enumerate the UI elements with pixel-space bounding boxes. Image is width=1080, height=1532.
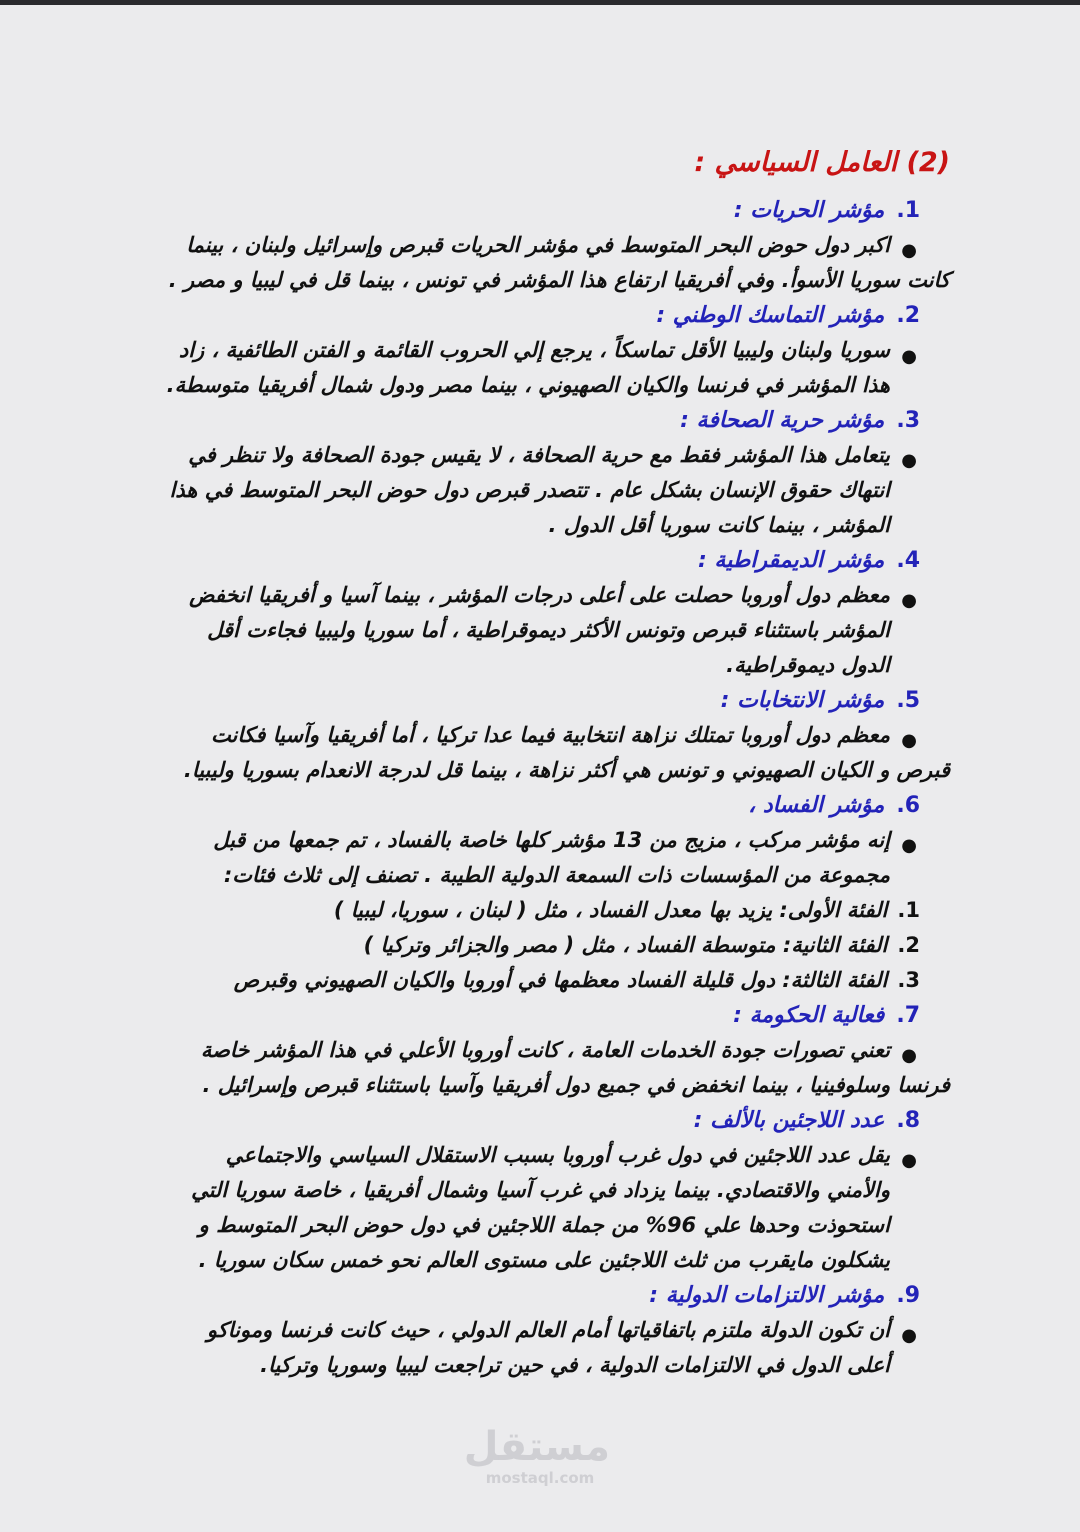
section-5-line-2: قبرص و الكيان الصهيوني و تونس هي أكثر نزاهة ، بينما قل لدرجة الانعدام بسوريا وليبيا.	[183, 758, 950, 782]
category-3-text: الفئة الثالثة: دول قليلة الفساد معظمها في أوروبا والكيان الصهيوني وقبرص	[233, 968, 888, 992]
section-8-heading	[694, 1108, 920, 1133]
section-7-number: 7.	[896, 1003, 920, 1028]
section-3-bullet-icon: ●	[901, 450, 917, 471]
section-6-line-1: إنه مؤشر مركب ، مزيج من 13 مؤشر كلها خاصة بالفساد ، تم جمعها من قبل	[213, 828, 890, 852]
section-1-number: 1.	[896, 198, 920, 223]
category-2-text: الفئة الثانية: متوسطة الفساد ، مثل ( مصر والجزائر وتركيا )	[363, 933, 888, 957]
section-6-category-2	[364, 933, 920, 957]
section-1-line-2: كانت سوريا الأسوأ. وفي أفريقيا ارتفاع هذا المؤشر في تونس ، بينما قل في ليبيا و مصر .	[168, 268, 950, 292]
section-2-line-2: هذا المؤشر في فرنسا والكيان الصهيوني ، بينما مصر ودول شمال أفريقيا متوسطة.	[166, 373, 890, 397]
section-4-number: 4.	[896, 548, 920, 573]
section-6-title: مؤشر الفساد ،	[748, 793, 885, 818]
page-title: (2) العامل السياسي :	[694, 147, 950, 178]
section-5-heading	[721, 688, 920, 713]
section-6-category-3	[234, 968, 920, 992]
section-4-title: مؤشر الديمقراطية :	[697, 548, 885, 573]
section-4-line-2: المؤشر باستثناء قبرص وتونس الأكثر ديموقراطية ، أما سوريا وليبيا فجاءت أقل	[207, 618, 890, 642]
section-7-line-2: فرنسا وسلوفينيا ، بينما انخفض في جميع دول أفريقيا وآسيا باستثناء قبرص وإسرائيل .	[202, 1073, 950, 1097]
section-2-heading	[656, 303, 920, 328]
section-6-number: 6.	[896, 793, 920, 818]
section-8-number: 8.	[896, 1108, 920, 1133]
section-4-heading	[698, 548, 920, 573]
section-6-line-2: مجموعة من المؤسسات ذات السمعة الدولية الطيبة . تصنف إلى ثلاث فئات:	[223, 863, 890, 887]
watermark-logo-text: مستقل	[463, 1424, 610, 1470]
section-2-bullet-icon: ●	[901, 346, 917, 367]
section-8-line-1: يقل عدد اللاجئين في دول غرب أوروبا بسبب الاستقلال السياسي والاجتماعي	[225, 1143, 890, 1167]
section-9-line-2: أعلى الدول في الالتزامات الدولية ، في حين تراجعت ليبيا وسوريا وتركيا.	[260, 1353, 890, 1377]
category-3-number: 3.	[897, 968, 920, 992]
section-1-line-1: اكبر دول حوض البحر المتوسط في مؤشر الحريات قبرص وإسرائيل ولبنان ، بينما	[186, 233, 890, 257]
section-6-category-1	[334, 898, 920, 922]
section-3-title: مؤشر حرية الصحافة :	[680, 408, 885, 433]
section-2-title: مؤشر التماسك الوطني :	[656, 303, 885, 328]
section-6-heading	[748, 793, 920, 818]
category-1-number: 1.	[897, 898, 920, 922]
watermark-url: mostaql.com	[485, 1469, 595, 1487]
section-8-line-4: يشكلون مايقرب من ثلث اللاجئين على مستوى العالم نحو خمس سكان سوريا .	[198, 1248, 890, 1272]
section-8-title: عدد اللاجئين بالألف :	[693, 1108, 885, 1133]
section-9-line-1: أن تكون الدولة ملتزم باتفاقياتها أمام العالم الدولي ، حيث كانت فرنسا وموناكو	[206, 1318, 890, 1342]
section-9-bullet-icon: ●	[901, 1325, 917, 1346]
section-2-line-1: سوريا ولبنان وليبيا الأقل تماسكاً ، يرجع إلي الحروب القائمة و الفتن الطائفية ، زاد	[178, 338, 890, 362]
section-5-title: مؤشر الانتخابات :	[720, 688, 885, 713]
section-7-title: فعالية الحكومة :	[733, 1003, 885, 1028]
section-3-line-2: انتهاك حقوق الإنسان بشكل عام . تتصدر قبرص دول حوض البحر المتوسط في هذا	[169, 478, 890, 502]
document-page	[0, 5, 1080, 1532]
section-2-number: 2.	[896, 303, 920, 328]
section-5-bullet-icon: ●	[901, 730, 917, 751]
section-8-bullet-icon: ●	[901, 1150, 917, 1171]
section-4-bullet-icon: ●	[901, 590, 917, 611]
section-5-number: 5.	[896, 688, 920, 713]
section-1-heading	[734, 198, 920, 223]
section-7-heading	[733, 1003, 920, 1028]
section-3-heading	[680, 408, 920, 433]
section-7-line-1: تعني تصورات جودة الخدمات العامة ، كانت أوروبا الأعلي في هذا المؤشر خاصة	[200, 1038, 890, 1062]
section-4-line-3: الدول ديموقراطية.	[726, 653, 890, 677]
category-2-number: 2.	[897, 933, 920, 957]
section-3-line-3: المؤشر ، بينما كانت سوريا أقل الدول .	[548, 513, 890, 537]
section-7-bullet-icon: ●	[901, 1045, 917, 1066]
section-8-line-3: استحوذت وحدها علي 96% من جملة اللاجئين في دول حوض البحر المتوسط و	[198, 1213, 890, 1237]
section-8-line-2: والأمني والاقتصادي. بينما يزداد في غرب آسيا وشمال أفريقيا ، خاصة سوريا التي	[191, 1178, 890, 1202]
section-9-number: 9.	[896, 1283, 920, 1308]
category-1-text: الفئة الأولى: يزيد بها معدل الفساد ، مثل ( لبنان ، سوريا، ليبيا )	[333, 898, 888, 922]
section-3-number: 3.	[896, 408, 920, 433]
section-1-title: مؤشر الحريات :	[733, 198, 885, 223]
section-3-line-1: يتعامل هذا المؤشر فقط مع حرية الصحافة ، لا يقيس جودة الصحافة ولا تنظر في	[188, 443, 890, 467]
section-6-bullet-icon: ●	[901, 835, 917, 856]
section-9-heading	[649, 1283, 920, 1308]
mostaql-watermark	[463, 1424, 610, 1487]
section-4-line-1: معظم دول أوروبا حصلت على أعلى درجات المؤشر ، بينما آسيا و أفريقيا انخفض	[189, 583, 890, 607]
section-5-line-1: معظم دول أوروبا تمتلك نزاهة انتخابية فيما عدا تركيا ، أما أفريقيا وآسيا فكانت	[210, 723, 890, 747]
section-9-title: مؤشر الالتزامات الدولية :	[649, 1283, 885, 1308]
section-1-bullet-icon: ●	[901, 240, 917, 261]
